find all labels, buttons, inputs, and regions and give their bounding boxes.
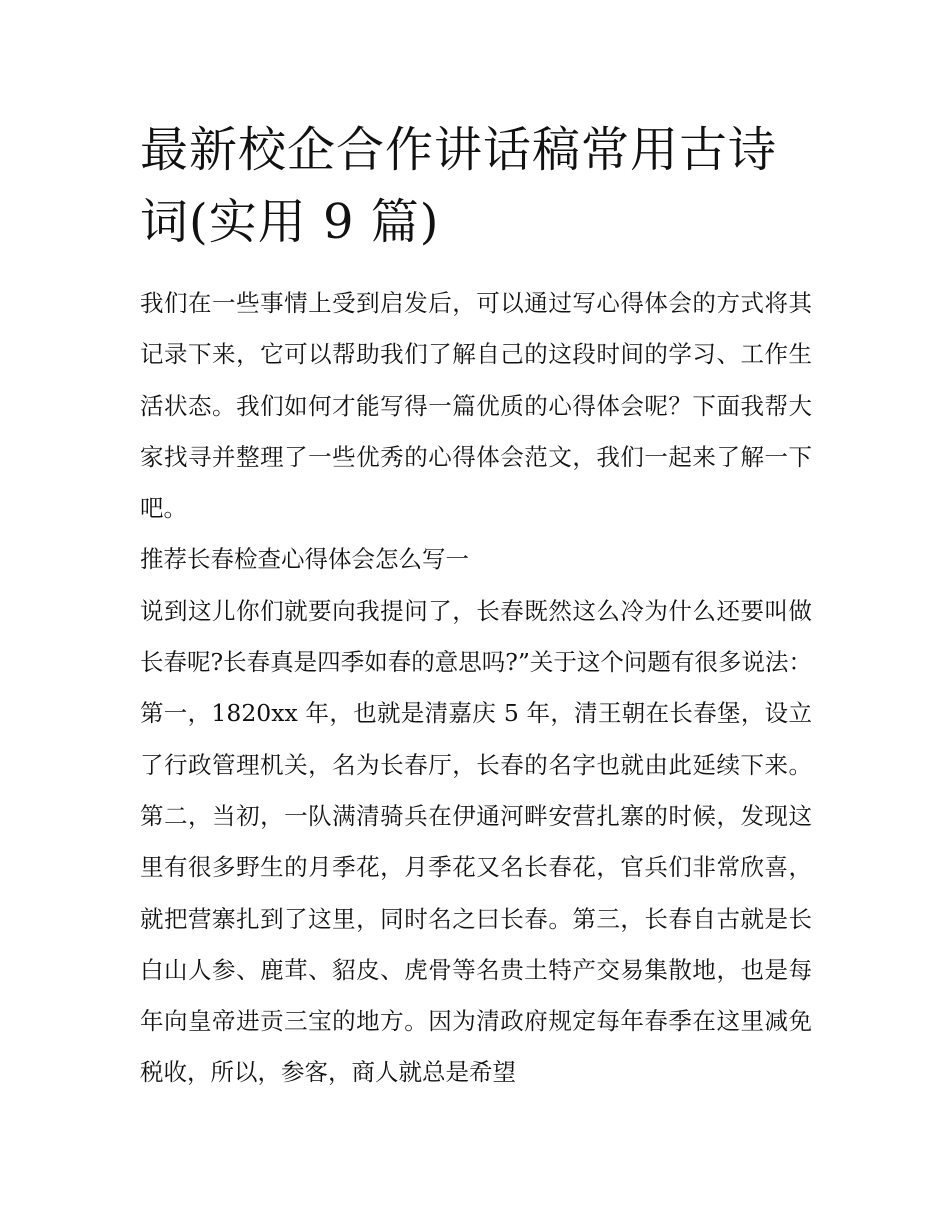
section-heading: 推荐长春检查心得体会怎么写一 (140, 545, 469, 574)
intro-paragraph: 我们在一些事情上受到启发后，可以通过写心得体会的方式将其记录下来，它可以帮助我们了解自己的这段时间的学习、工作生活状态。我们如何才能写得一篇优质的心得体会呢？下面我帮大家找寻并整理了一些优秀的心得体会范文，我们一起来了解一下吧。 (140, 289, 812, 523)
document-title: 最新校企合作讲话稿常用古诗词(实用 9 篇) (140, 122, 778, 250)
section-paragraph: 说到这儿你们就要向我提问了，长春既然这么冷为什么还要叫做长春呢?长春真是四季如春的意思吗?”关于这个问题有很多说法：第一，1820xx 年，也就是清嘉庆 5 年，清王朝在长春堡，设立了行政管理机关，名为长春厅，长春的名字也就由此延续下来。第二，当初，一队满清骑兵在伊通河畔安营扎寨的时候，发现这里有很多野生的月季花，月季花又名长春花，官兵们非常欣喜，就把营寨扎到了这里，同时名之曰长春。第三，长春自古就是长白山人参、鹿茸、貂皮、虎骨等名贵土特产交易集散地，也是每年向皇帝进贡三宝的地方。因为清政府规定每年春季在这里减免税收，所以，参客，商人就总是希望 (140, 596, 812, 1087)
document-body (140, 278, 812, 1099)
